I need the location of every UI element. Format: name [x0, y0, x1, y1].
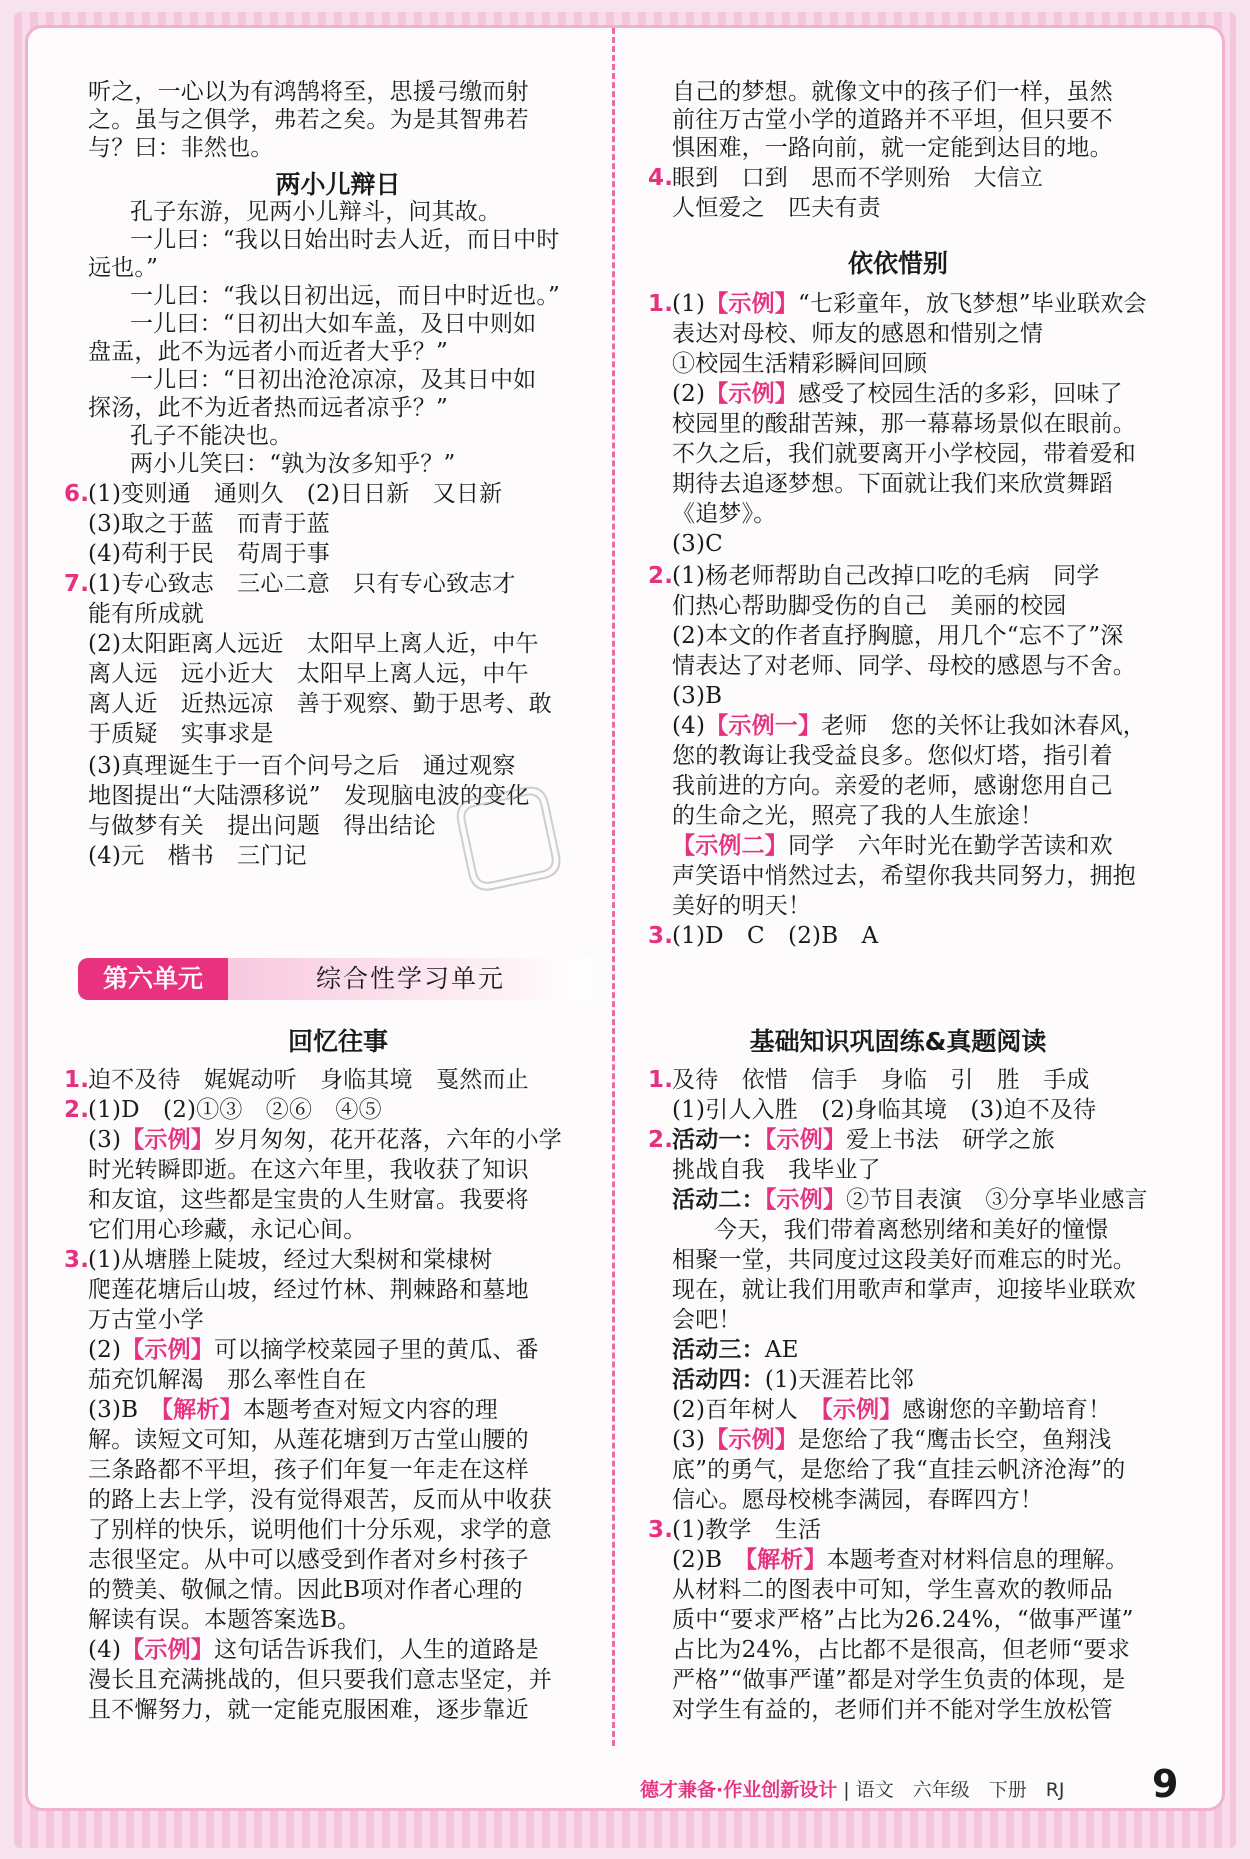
- text-line: 离人近 近热远凉 善于观察、勤于思考、敢: [88, 691, 552, 717]
- text-line: 美好的明天！: [672, 893, 812, 919]
- text-line: (1)杨老师帮助自己改掉口吃的毛病 同学: [672, 563, 1100, 589]
- text-span: (2)B: [672, 1547, 746, 1573]
- text-line: 探汤，此不为近者热而远者凉乎？”: [88, 395, 448, 421]
- part-label: (4): [88, 1637, 122, 1663]
- text-line: 《追梦》。: [672, 501, 777, 527]
- text-line: 现在，就让我们用歌声和掌声，迎接毕业联欢: [672, 1277, 1136, 1303]
- text-line: (2)本文的作者直抒胸臆，用几个“忘不了”深: [672, 623, 1124, 649]
- part-label: (3): [672, 1427, 706, 1453]
- example-tag: 【示例】: [764, 1127, 847, 1153]
- text-line: 前往万古堂小学的道路并不平坦，但只要不: [672, 107, 1113, 133]
- text-span: (1)天涯若比邻: [764, 1367, 914, 1393]
- text-line: [672, 1396, 1111, 1424]
- text-line: [88, 1396, 498, 1424]
- text-line: (1)引人入胜 (2)身临其境 (3)迫不及待: [672, 1097, 1097, 1123]
- section-title: 依依惜别: [847, 249, 948, 278]
- text-line: 于质疑 实事求是: [88, 721, 274, 747]
- part-label: (3)B: [88, 1397, 162, 1423]
- question-number: 2.: [64, 1097, 90, 1123]
- text-line: (4)苟利于民 苟周于事: [88, 541, 330, 567]
- text-line: 严格”“做事严谨”都是对学生负责的体现，是: [672, 1667, 1126, 1693]
- text-span: 本题考查对材料信息的理解。: [826, 1547, 1129, 1573]
- text-span: 是您给了我“鹰击长空，鱼翔浅: [798, 1427, 1112, 1453]
- example-tag: 【示例】: [705, 1427, 798, 1453]
- text-line: 与做梦有关 提出问题 得出结论: [88, 813, 436, 839]
- text-line: 且不懈努力，就一定能克服困难，逐步靠近: [88, 1697, 529, 1723]
- text-line: [672, 1426, 1112, 1454]
- text-span: 可以摘学校菜园子里的黄瓜、番: [214, 1337, 539, 1363]
- text-line: [88, 1636, 539, 1664]
- text-line: 信心。愿母校桃李满园，春晖四方！: [672, 1487, 1044, 1513]
- text-line: 今天，我们带着离愁别绪和美好的憧憬: [714, 1217, 1109, 1243]
- example-tag: 【示例】: [764, 1187, 847, 1213]
- text-line: (4)元 楷书 三门记: [88, 843, 307, 869]
- text-line: 一儿曰：“我以日始出时去人近，而日中时: [130, 227, 560, 253]
- activity-label: 活动四：: [672, 1367, 765, 1393]
- text-line: (1)D C (2)B A: [672, 923, 879, 949]
- text-line: 底”的勇气，是您给了我“直挂云帆济沧海”的: [672, 1457, 1126, 1483]
- text-span: 爱上书法 研学之旅: [846, 1127, 1055, 1153]
- text-line: (3)C: [672, 531, 723, 557]
- text-line: 盘盂，此不为远者小而近者大乎？”: [88, 339, 448, 365]
- text-line: [88, 1336, 539, 1364]
- text-line: 一儿曰：“日初出大如车盖，及日中则如: [130, 311, 537, 337]
- text-line: [672, 1186, 1148, 1214]
- text-line: [88, 1126, 562, 1154]
- question-number: 3.: [64, 1247, 90, 1273]
- text-line: 迫不及待 娓娓动听 身临其境 戛然而止: [88, 1067, 529, 1093]
- text-line: 爬莲花塘后山坡，经过竹林、荆棘路和墓地: [88, 1277, 529, 1303]
- text-line: [672, 832, 1113, 860]
- unit-title: 综合性学习单元: [228, 958, 593, 1000]
- activity-label: 活动三：: [672, 1337, 765, 1363]
- example-tag: 【示例】: [705, 381, 798, 407]
- text-line: (3)取之于蓝 而青于蓝: [88, 511, 330, 537]
- text-line: 志很坚定。从中可以感受到作者对乡村孩子: [88, 1547, 529, 1573]
- text-line: 离人远 远小近大 太阳早上离人远，中午: [88, 661, 529, 687]
- section-title: 基础知识巩固练&真题阅读: [749, 1027, 1047, 1056]
- text-span: 感受了校园生活的多彩，回味了: [798, 381, 1123, 407]
- text-line: 挑战自我 我毕业了: [672, 1157, 881, 1183]
- text-span: AE: [764, 1337, 799, 1363]
- example-tag: 【示例】: [821, 1397, 903, 1423]
- text-line: (3)B: [672, 683, 723, 709]
- footer-meta: | 语文 六年级 下册 RJ: [843, 1779, 1065, 1801]
- part-label: (3): [88, 1127, 122, 1153]
- question-number: 4.: [648, 165, 674, 191]
- unit-banner: [78, 958, 593, 1000]
- text-line: 孔子不能决也。: [130, 423, 293, 449]
- text-line: 地图提出“大陆漂移说” 发现脑电波的变化: [88, 783, 530, 809]
- analysis-tag: 【解析】: [161, 1397, 243, 1423]
- text-line: 一儿曰：“日初出沧沧凉凉，及其日中如: [130, 367, 537, 393]
- text-line: 会吧！: [672, 1307, 742, 1333]
- text-line: (1)变则通 通则久 (2)日日新 又日新: [88, 481, 503, 507]
- text-line: 孔子东游，见两小儿辩斗，问其故。: [130, 199, 502, 225]
- text-line: 惧困难，一路向前，就一定能到达目的地。: [672, 135, 1113, 161]
- text-span: 感谢您的辛勤培育！: [902, 1397, 1112, 1423]
- text-span: “七彩童年，放飞梦想”毕业联欢会: [798, 291, 1147, 317]
- text-line: 不久之后，我们就要离开小学校园，带着爱和: [672, 441, 1136, 467]
- activity-label: 活动二：: [672, 1187, 765, 1213]
- column-divider: [612, 28, 615, 1746]
- text-line: 解。读短文可知，从莲花塘到万古堂山腰的: [88, 1427, 529, 1453]
- text-line: 解读有误。本题答案选B。: [88, 1607, 361, 1633]
- text-line: 情表达了对老师、同学、母校的感恩与不舍。: [672, 653, 1136, 679]
- example-tag: 【示例】: [121, 1127, 214, 1153]
- text-line: (1)从塘塍上陡坡，经过大梨树和棠棣树: [88, 1247, 493, 1273]
- text-line: 声笑语中悄然过去，希望你我共同努力，拥抱: [672, 863, 1136, 889]
- text-line: 的生命之光，照亮了我的人生旅途！: [672, 803, 1044, 829]
- example-tag: 【示例二】: [672, 833, 788, 859]
- text-line: 及待 依惜 信手 身临 引 胜 手成: [672, 1067, 1090, 1093]
- footer: [640, 1775, 1065, 1802]
- text-line: 的赞美、敬佩之情。因此B项对作者心理的: [88, 1577, 523, 1603]
- question-number: 6.: [64, 481, 90, 507]
- text-line: 和友谊，这些都是宝贵的人生财富。我要将: [88, 1187, 529, 1213]
- text-span: 这句话告诉我们，人生的道路是: [214, 1637, 539, 1663]
- text-line: 期待去追逐梦想。下面就让我们来欣赏舞蹈: [672, 471, 1113, 497]
- text-line: 们热心帮助脚受伤的自己 美丽的校园: [672, 593, 1067, 619]
- text-span: 本题考查对短文内容的理: [242, 1397, 498, 1423]
- text-line: 占比为24%，占比都不是很高，但老师“要求: [672, 1637, 1131, 1663]
- question-number: 7.: [64, 571, 90, 597]
- text-line: [672, 1336, 799, 1364]
- question-number: 3.: [648, 1517, 674, 1543]
- text-line: 对学生有益的，老师们并不能对学生放松管: [672, 1697, 1113, 1723]
- text-line: 您的教诲让我受益良多。您似灯塔，指引着: [672, 743, 1113, 769]
- activity-label: 活动一：: [672, 1127, 765, 1153]
- text-line: [672, 712, 1146, 740]
- page-number: 9: [1152, 1762, 1179, 1806]
- text-line: 相聚一堂，共同度过这段美好而难忘的时光。: [672, 1247, 1136, 1273]
- poem-title: 两小儿辩日: [275, 170, 401, 199]
- text-line: 两小儿笑曰：“孰为汝多知乎？”: [130, 451, 456, 477]
- text-line: 人恒爱之 匹夫有责: [672, 195, 881, 221]
- text-line: (2)太阳距离人远近 太阳早上离人近，中午: [88, 631, 539, 657]
- part-label: (2): [88, 1337, 122, 1363]
- text-line: 从材料二的图表中可知，学生喜欢的教师品: [672, 1577, 1113, 1603]
- text-line: ①校园生活精彩瞬间回顾: [672, 351, 928, 377]
- text-span: 同学 六年时光在勤学苦读和欢: [788, 833, 1113, 859]
- question-number: 1.: [648, 1067, 674, 1093]
- text-line: 质中“要求严格”占比为26.24%，“做事严谨”: [672, 1607, 1134, 1633]
- example-tag: 【示例】: [705, 291, 798, 317]
- text-line: 三条路都不平坦，孩子们年复一年走在这样: [88, 1457, 529, 1483]
- text-line: 眼到 口到 思而不学则殆 大信立: [672, 165, 1044, 191]
- text-span: 老师 您的关怀让我如沐春风，: [821, 713, 1146, 739]
- text-line: 我前进的方向。亲爱的老师，感谢您用自己: [672, 773, 1113, 799]
- text-line: [672, 1366, 914, 1394]
- section-title: 回忆往事: [287, 1027, 388, 1056]
- unit-label: 第六单元: [78, 958, 228, 1000]
- text-line: 它们用心珍藏，永记心间。: [88, 1217, 367, 1243]
- example-tag: 【示例一】: [705, 713, 822, 739]
- text-line: 远也。”: [88, 255, 159, 281]
- question-number: 2.: [648, 1127, 674, 1153]
- text-span: 岁月匆匆，花开花落，六年的小学: [214, 1127, 562, 1153]
- part-label: (4): [672, 713, 706, 739]
- example-tag: 【示例】: [121, 1337, 214, 1363]
- text-line: (1)D (2)①③ ②⑥ ④⑤: [88, 1097, 382, 1123]
- text-line: 一儿曰：“我以日初出远，而日中时近也。”: [130, 283, 561, 309]
- part-label: (1): [672, 291, 706, 317]
- question-number: 1.: [648, 291, 674, 317]
- question-number: 1.: [64, 1067, 90, 1093]
- question-number: 2.: [648, 563, 674, 589]
- text-line: 校园里的酸甜苦辣，那一幕幕场景似在眼前。: [672, 411, 1136, 437]
- watermark: ▢: [436, 749, 577, 910]
- text-span: ②节目表演 ③分享毕业感言: [846, 1187, 1148, 1213]
- question-number: 3.: [648, 923, 674, 949]
- text-line: [672, 1126, 1055, 1154]
- text-line: 了别样的快乐，说明他们十分乐观，求学的意: [88, 1517, 552, 1543]
- text-line: [672, 380, 1123, 408]
- text-line: [672, 290, 1147, 318]
- text-line: 漫长且充满挑战的，但只要我们意志坚定，并: [88, 1667, 552, 1693]
- text-line: 之。虽与之俱学，弗若之矣。为是其智弗若: [88, 107, 529, 133]
- text-line: 与？曰：非然也。: [88, 135, 274, 161]
- text-line: 表达对母校、师友的感恩和惜别之情: [672, 321, 1044, 347]
- example-tag: 【示例】: [121, 1637, 214, 1663]
- text-line: (3)真理诞生于一百个问号之后 通过观察: [88, 753, 516, 779]
- text-span: (2)百年树人: [672, 1397, 822, 1423]
- text-line: 自己的梦想。就像文中的孩子们一样，虽然: [672, 79, 1113, 105]
- text-line: 的路上去上学，没有觉得艰苦，反而从中收获: [88, 1487, 552, 1513]
- text-line: (1)专心致志 三心二意 只有专心致志才: [88, 571, 516, 597]
- text-line: 时光转瞬即逝。在这六年里，我收获了知识: [88, 1157, 529, 1183]
- text-line: (1)教学 生活: [672, 1517, 822, 1543]
- text-line: 能有所成就: [88, 601, 204, 627]
- footer-brand: 德才兼备·作业创新设计: [640, 1779, 838, 1801]
- text-line: 万古堂小学: [88, 1307, 204, 1333]
- part-label: (2): [672, 381, 706, 407]
- text-line: 听之，一心以为有鸿鹄将至，思援弓缴而射: [88, 79, 529, 105]
- text-line: [672, 1546, 1128, 1574]
- text-line: 茄充饥解渴 那么率性自在: [88, 1367, 367, 1393]
- analysis-tag: 【解析】: [745, 1547, 827, 1573]
